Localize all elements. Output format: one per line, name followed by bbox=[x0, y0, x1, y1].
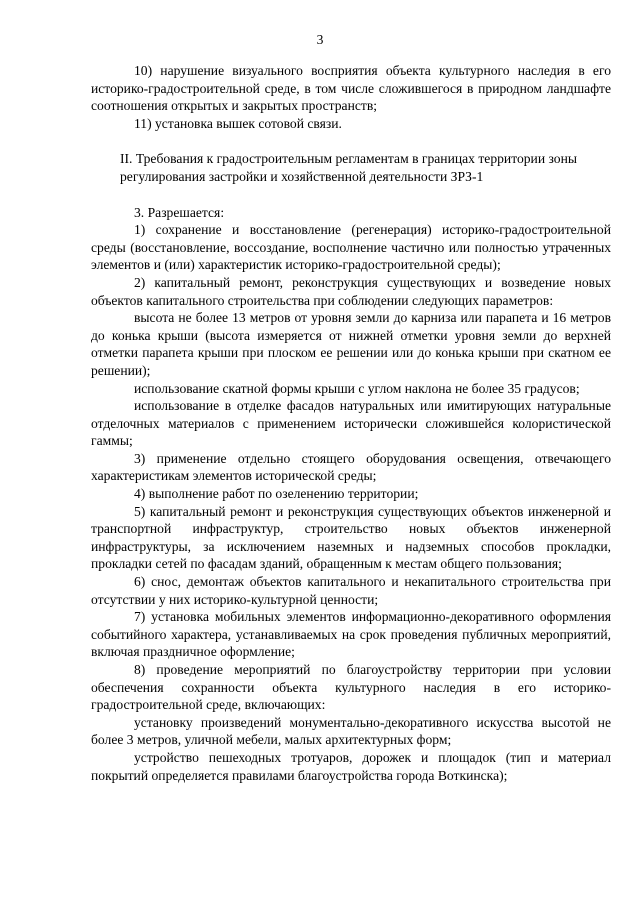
page-number: 3 bbox=[316, 32, 324, 47]
document-body bbox=[91, 62, 611, 784]
paragraph-item-11: 11) установка вышек сотовой связи. bbox=[134, 115, 342, 131]
paragraph-height-limit: высота не более 13 метров от уровня земли до карниза или парапета и 16 метров до конька крыши (высота измеряется от нижней отметки уровня земли до верхней отметки парапета крыши при плоском ее решении или до конька крыши при скатном ее решении); bbox=[91, 310, 611, 378]
paragraph-allowed-3: 3) применение отдельно стоящего оборудования освещения, отвечающего характеристикам элементов исторической среды; bbox=[91, 450, 611, 484]
paragraph-facade-materials: использование в отделке фасадов натуральных или имитирующих натуральные отделочных материалов с применением исторически сложившейся колористической гаммы; bbox=[91, 398, 611, 449]
paragraph-monuments: установку произведений монументально-декоративного искусства высотой не более 3 метров, уличной мебели, малых архитектурных форм; bbox=[91, 714, 611, 748]
paragraph-roof-slope: использование скатной формы крыши с углом наклона не более 35 градусов; bbox=[134, 380, 580, 396]
paragraph-allowed-7: 7) установка мобильных элементов информационно-декоративного оформления событийного характера, устанавливаемых на срок проведения публичных мероприятий, включая праздничное оформление; bbox=[91, 609, 611, 660]
paragraph-allowed-5: 5) капитальный ремонт и реконструкция существующих объектов инженерной и транспортной инфраструктур, строительство новых объектов инженерной инфраструктуры, за исключением наземных и надземных способов прокладки, прокладки сетей по фасадам зданий, обращенным к местам общего пользования; bbox=[91, 503, 611, 572]
article-title: 3. Разрешается: bbox=[134, 204, 225, 220]
paragraph-allowed-2: 2) капитальный ремонт, реконструкция существующих и возведение новых объектов капитального строительства при соблюдении следующих параметров: bbox=[91, 274, 611, 308]
section-heading: II. Требования к градостроительным регламентам в границах территории зоны регулирования застройки и хозяйственной деятельности ЗРЗ-1 bbox=[120, 151, 577, 184]
paragraph-allowed-8: 8) проведение мероприятий по благоустройству территории при условии обеспечения сохранности объекта культурного наследия в его историко-градостроительной среде, включающих: bbox=[91, 662, 611, 713]
paragraph-pavements: устройство пешеходных тротуаров, дорожек и площадок (тип и материал покрытий определяется правилами благоустройства города Воткинска); bbox=[91, 749, 611, 783]
paragraph-allowed-1: 1) сохранение и восстановление (регенерация) историко-градостроительной среды (восстановление, воссоздание, восполнение частично или полностью утраченных элементов и (или) характеристик историко-градостроительной среды); bbox=[91, 222, 611, 273]
paragraph-item-10: 10) нарушение визуального восприятия объекта культурного наследия в его историко-градостроительной среде, в том числе сложившегося в природном ландшафте соотношения открытых и закрытых пространств; bbox=[91, 63, 611, 114]
paragraph-allowed-4: 4) выполнение работ по озеленению территории; bbox=[134, 486, 419, 502]
paragraph-allowed-6: 6) снос, демонтаж объектов капитального и некапитального строительства при отсутствии у них историко-культурной ценности; bbox=[91, 574, 611, 607]
